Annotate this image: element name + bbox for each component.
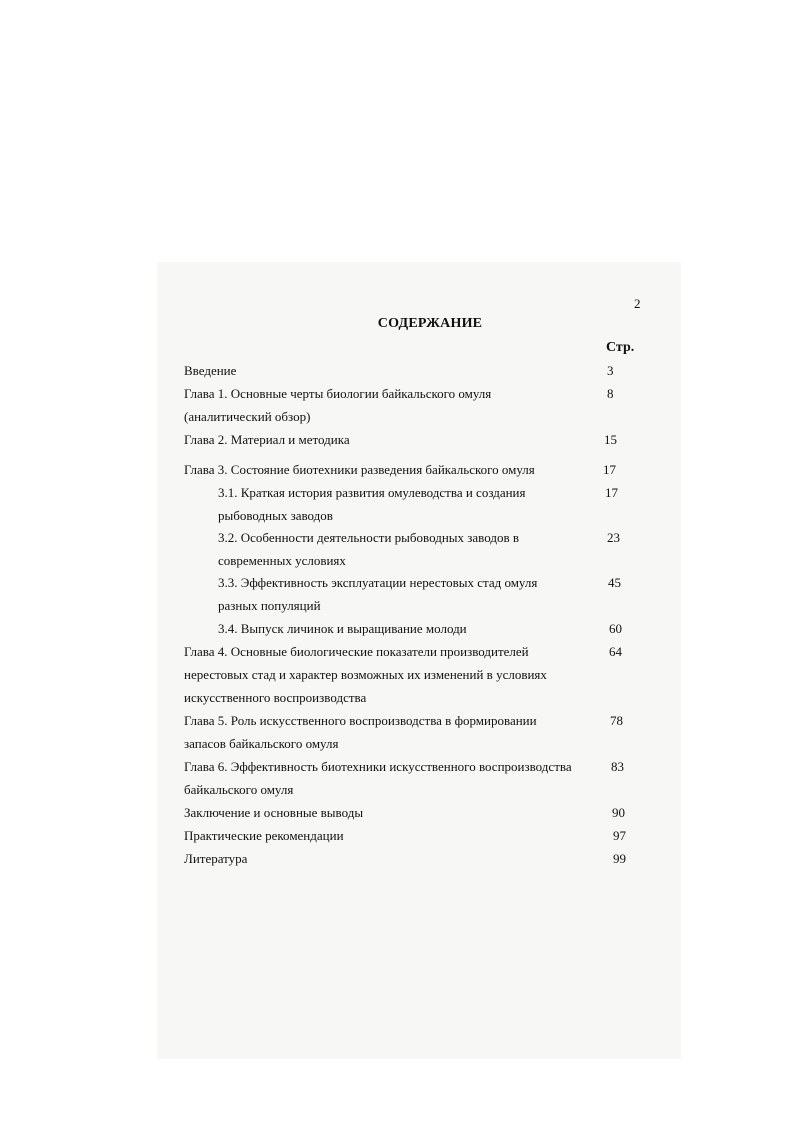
toc-entry-page: 15 (604, 432, 617, 447)
toc-entry-text: 3.3. Эффективность эксплуатации нерестовых стад омуля (218, 575, 538, 590)
toc-entry-text: Литература (184, 851, 248, 866)
toc-entry-text: Глава 4. Основные биологические показатели производителей (184, 644, 529, 659)
toc-entry-text: Глава 2. Материал и методика (184, 432, 350, 447)
toc-entry-text: Глава 1. Основные черты биологии байкальского омуля (184, 386, 492, 401)
page-column-header: Стр. (606, 340, 635, 355)
toc-entry-text: Глава 3. Состояние биотехники разведения байкальского омуля (184, 462, 535, 477)
toc-entry-text: запасов байкальского омуля (184, 736, 339, 751)
toc-entry-page: 17 (605, 485, 618, 500)
toc-entry-text: байкальского омуля (184, 782, 294, 797)
toc-entry-page: 17 (603, 462, 616, 477)
toc-entry-page: 97 (613, 828, 626, 843)
toc-entry-text: Заключение и основные выводы (184, 805, 364, 820)
toc-entry-text: Глава 6. Эффективность биотехники искусственного воспроизводства (184, 759, 572, 774)
toc-entry-page: 45 (608, 575, 621, 590)
toc-entry-page: 78 (610, 713, 623, 728)
toc-entry-text: 3.2. Особенности деятельности рыбоводных заводов в (218, 530, 519, 545)
toc-entry-text: 3.4. Выпуск личинок и выращивание молоди (218, 621, 467, 636)
toc-entry-text: Введение (184, 363, 237, 378)
toc-entry-page: 90 (612, 805, 625, 820)
toc-entry-text: рыбоводных заводов (218, 508, 333, 523)
toc-title: СОДЕРЖАНИЕ (377, 316, 483, 331)
toc-entry-text: Глава 5. Роль искусственного воспроизводства в формировании (184, 713, 537, 728)
toc-entry-text: искусственного воспроизводства (184, 690, 367, 705)
toc-entry-page: 23 (607, 530, 620, 545)
toc-entry-text: современных условиях (218, 553, 346, 568)
toc-entry-text: разных популяций (218, 598, 321, 613)
toc-entry-text: (аналитический обзор) (184, 409, 311, 424)
toc-entry-page: 64 (609, 644, 622, 659)
toc-entry-text: 3.1. Краткая история развития омулеводства и создания (218, 485, 526, 500)
toc-entry-page: 3 (607, 363, 614, 378)
page-number: 2 (634, 296, 641, 311)
toc-entry-page: 8 (607, 386, 614, 401)
toc-entry-page: 83 (611, 759, 624, 774)
scanned-page (157, 262, 681, 1059)
toc-entry-page: 60 (609, 621, 622, 636)
toc-entry-page: 99 (613, 851, 626, 866)
toc-entry-text: Практические рекомендации (184, 828, 344, 843)
toc-entry-text: нерестовых стад и характер возможных их изменений в условиях (184, 667, 547, 682)
